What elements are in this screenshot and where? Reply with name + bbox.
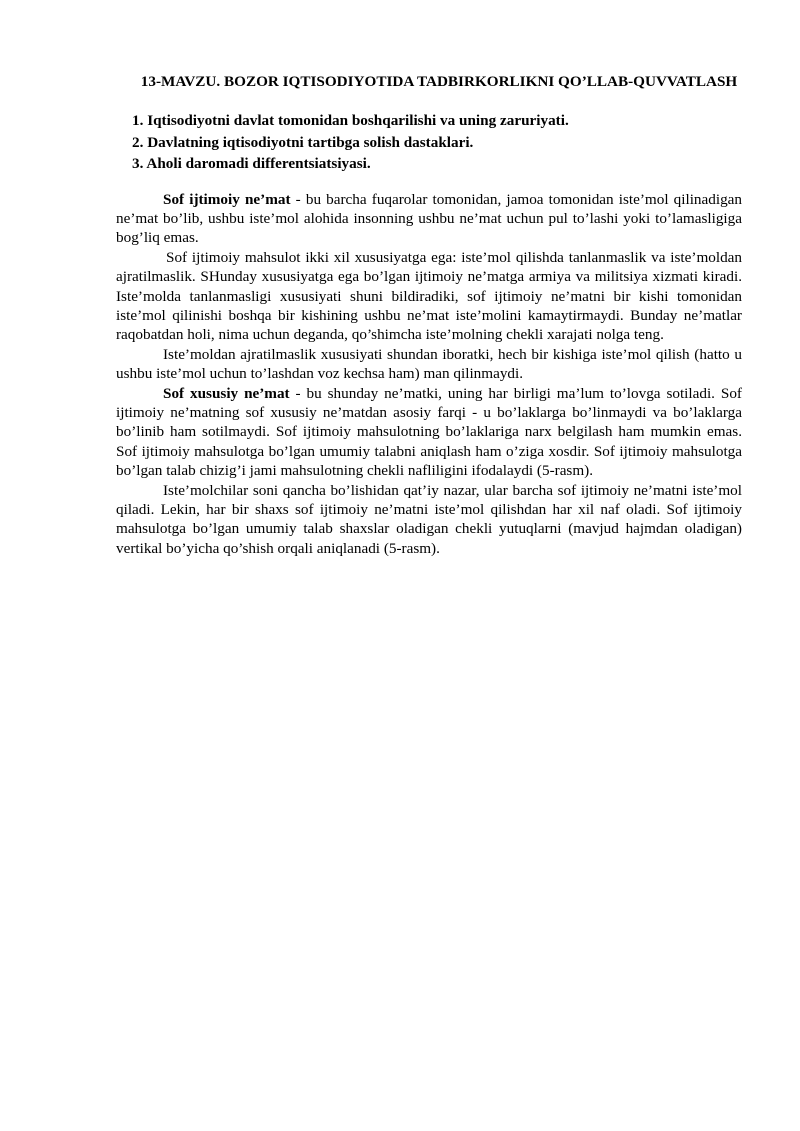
paragraph-properties — [116, 248, 742, 345]
paragraph-non-excludability — [116, 345, 742, 384]
paragraph-text: - bu barcha fuqarolar tomonidan, jamoa tomonidan iste’mol qilinadigan ne’mat bo’lib, ushbu iste’mol alohida insonning ushbu ne’mat uchun pul to’lashi yoki to’lamasligiga bog’liq emas. — [116, 190, 742, 247]
body-text — [116, 190, 742, 559]
paragraph-pure-public-good — [116, 190, 742, 248]
term-pure-public-good: Sof ijtimoiy ne’mat — [163, 190, 291, 208]
plan-item-2: 2. Davlatning iqtisodiyotni tartibga solish dastaklari. — [132, 133, 474, 151]
plan-item-1: 1. Iqtisodiyotni davlat tomonidan boshqarilishi va uning zaruriyati. — [132, 112, 569, 129]
paragraph-pure-private-good — [116, 384, 742, 481]
paragraph-text: - bu shunday ne’matki, uning har birligi ma’lum to’lovga sotiladi. Sof ijtimoiy ne’matning sof xususiy ne’matdan asosiy farqi - u bo’laklarga bo’linmaydi va bo’laklarga bo’linib ham sotilmaydi. Sof ijtimoiy mahsulotning bo’laklariga narx belgilash ham mumkin emas. Sof ijtimoiy mahsulotga bo’lgan umumiy talabni aniqlash ham o’ziga xosdir. Sof ijtimoiy mahsulotga bo’lgan talab chizig’i jami mahsulotning chekli nafliligini ifodalaydi (5-rasm). — [116, 384, 742, 480]
page-title: 13-MAVZU. BOZOR IQTISODIYOTIDA TADBIRKORLIKNI QO’LLAB-QUVVATLASH — [140, 73, 738, 90]
paragraph-text: Iste’molchilar soni qancha bo’lishidan qat’iy nazar, ular barcha sof ijtimoiy ne’matni iste’mol qiladi. Lekin, har bir shaxs sof ijtimoiy ne’matni iste’mol qilishdan har xil naf oladi. Sof ijtimoiy mahsulotga bo’lgan umumiy talab shaxslar oladigan chekli yutuqlarni (mavjud hajmdan oladigan) vertikal bo’yicha qo’shish orqali aniqlanadi (5-rasm). — [116, 481, 742, 557]
plan-item-3: 3. Aholi daromadi differentsiatsiyasi. — [132, 155, 371, 172]
paragraph-consumers — [116, 481, 742, 559]
paragraph-text: Iste’moldan ajratilmaslik xususiyati shundan iboratki, hech bir kishiga iste’mol qilish (hatto u ushbu iste’mol uchun to’lashdan voz kechsa ham) man qilinmaydi. — [116, 345, 742, 383]
term-pure-private-good: Sof xususiy ne’mat — [163, 384, 290, 402]
paragraph-text: Sof ijtimoiy mahsulot ikki xil xususiyatga ega: iste’mol qilishda tanlanmaslik va iste’moldan ajratilmaslik. SHunday xususiyatga ega bo’lgan ijtimoiy ne’matga armiya va militsiya xizmati kiradi. Iste’molda tanlanmasligi xususiyati shuni bildiradiki, sof ijtimoiy ne’matni bir kishi tomonidan iste’mol qilinishi boshqa bir kishining ushbu ne’mat iste’molini kamaytirmaydi. Bunday ne’matlar raqobatdan holi, nima uchun deganda, qo’shimcha iste’molning chekli xarajati nolga teng. — [116, 248, 742, 344]
document-page — [116, 72, 742, 558]
topic-plan-list — [116, 110, 742, 175]
